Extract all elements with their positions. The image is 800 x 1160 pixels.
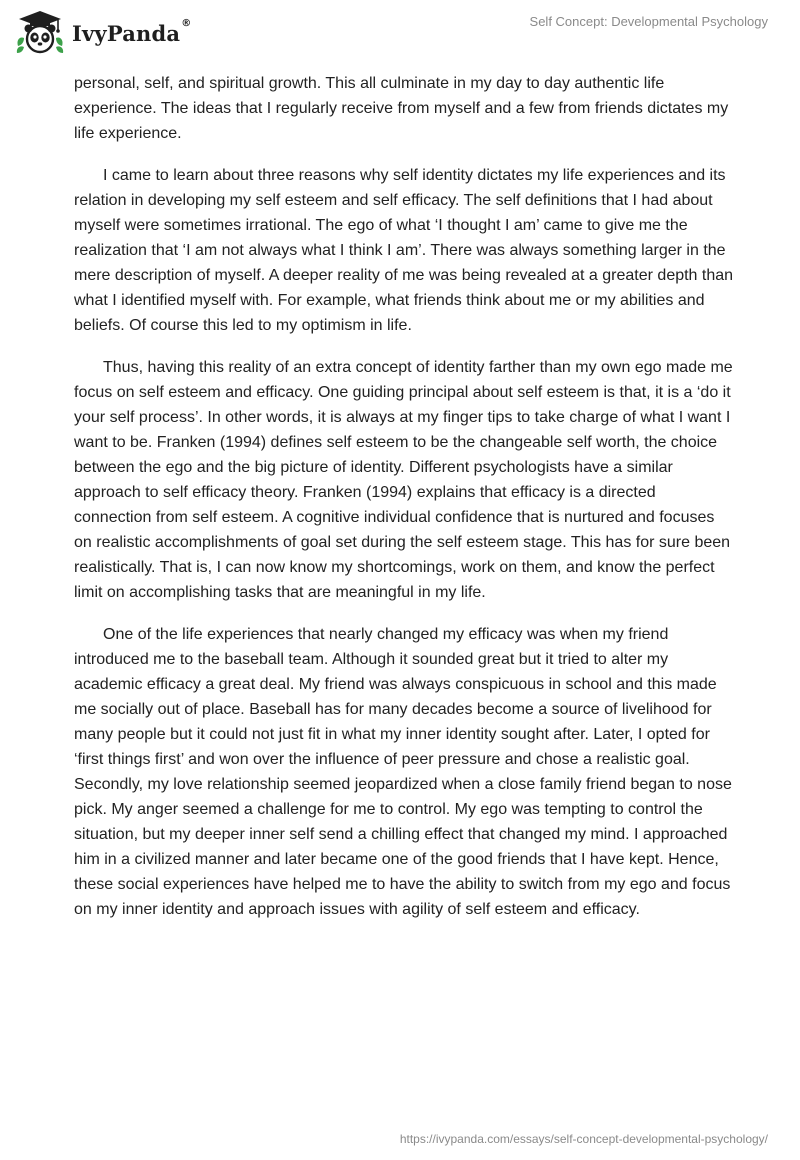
panda-graduate-logo-icon — [14, 8, 66, 56]
source-url[interactable]: https://ivypanda.com/essays/self-concept-developmental-psychology/ — [399, 1132, 768, 1146]
registered-mark: ® — [181, 17, 192, 29]
essay-paragraph-1: personal, self, and spiritual growth. This all culminate in my day to day authentic life experience. The ideas that I regularly receive from myself and a few from friends dictates my life experience. — [74, 75, 729, 142]
brand-name: IvyPanda — [72, 20, 181, 46]
document-title: Self Concept: Developmental Psychology — [529, 14, 768, 29]
essay-body — [74, 71, 734, 939]
brand-logo[interactable] — [14, 8, 191, 56]
essay-paragraph-3: Thus, having this reality of an extra concept of identity farther than my own ego made me focus on self esteem and efficacy. One guiding principal about self esteem is that, it is a ‘do it your self process’. In other words, it is always at my finger tips to take charge of what I want I want to be. Franken (1994) defines self esteem to be the changeable self worth, the choice between the ego and the big picture of identity. Different psychologists have a similar approach to self efficacy theory. Franken (1994) explains that efficacy is a directed connection from self esteem. A cognitive individual confidence that is nurtured and focuses on realistic accomplishments of goal set during the self esteem stage. This has for sure been realistically. That is, I can now know my shortcomings, work on them, and know the perfect limit on accomplishing tasks that are meaningful in my life. — [74, 359, 733, 601]
page-header — [0, 0, 800, 64]
essay-paragraph-2: I came to learn about three reasons why self identity dictates my life experiences and its relation in developing my self esteem and self efficacy. The self definitions that I had about myself were sometimes irrational. The ego of what ‘I thought I am’ came to give me the realization that ‘I am not always what I think I am’. There was always something larger in the mere description of myself. A deeper reality of me was being revealed at a greater depth than what I identified myself with. For example, what friends think about me or my abilities and beliefs. Of course this led to my optimism in life. — [74, 167, 734, 334]
essay-paragraph-4: One of the life experiences that nearly changed my efficacy was when my friend introduced me to the baseball team. Although it sounded great but it tried to alter my academic efficacy a great deal. My friend was always conspicuous in school and this made me socially out of place. Baseball has for many decades become a source of livelihood for many people but it could not just fit in what my inner identity sought after. Later, I opted for ‘first things first’ and won over the influence of peer pressure and chose a realistic goal. Secondly, my love relationship seemed jeopardized when a close family friend began to nose pick. My anger seemed a challenge for me to control. My ego was tempting to control the situation, but my deeper inner self send a chilling effect that changed my mind. I approached him in a civilized manner and later became one of the good friends that I have kept. Hence, these social experiences have helped me to have the ability to switch from my ego and focus on my inner identity and approach issues with agility of self esteem and efficacy. — [74, 626, 732, 918]
